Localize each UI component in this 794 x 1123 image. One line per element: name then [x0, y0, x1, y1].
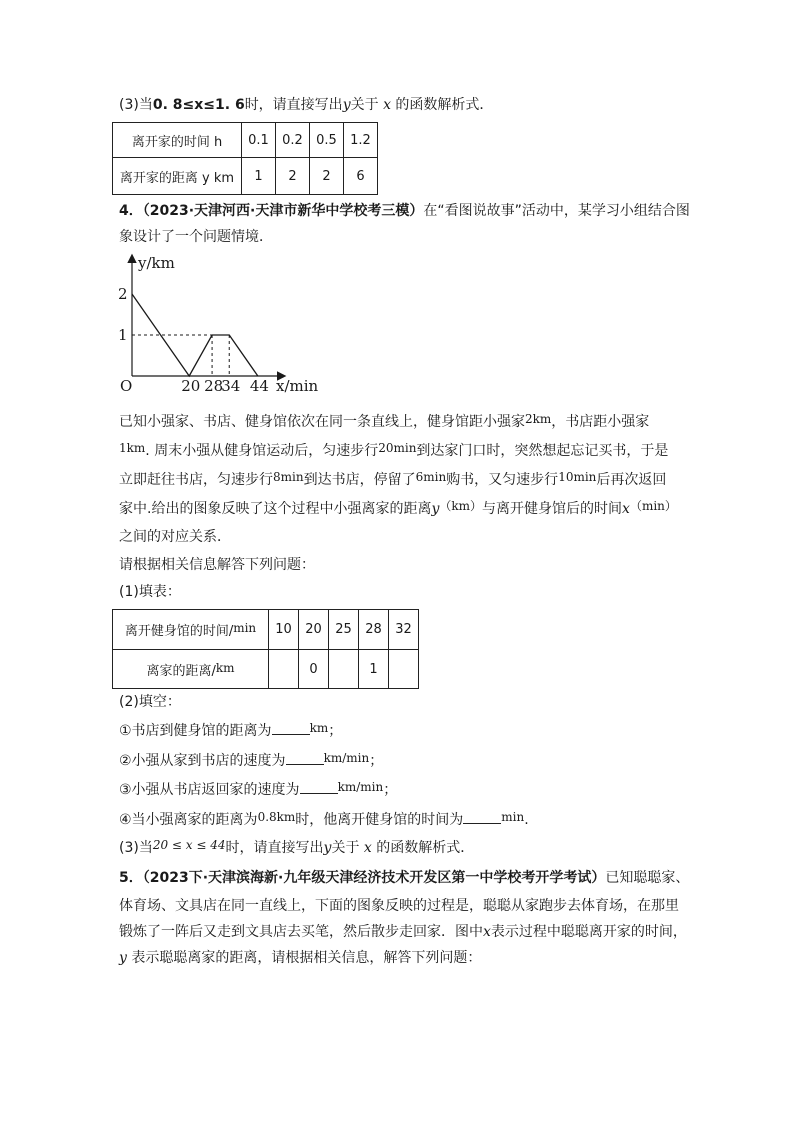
story-unit: 6min [415, 470, 447, 484]
problem4-text1: 在“看图说故事”活动中，某学习小组结合图 [423, 203, 690, 219]
fill-unit: min [501, 810, 525, 824]
q3-top-line [119, 95, 493, 115]
story-unit: 8min [273, 470, 304, 484]
problem4-source: （2023·天津河西·天津市新华中学校考三模） [142, 203, 424, 219]
fill-text: ②小强从家到书店的速度为 [119, 753, 286, 769]
table-cell: 1 [242, 158, 276, 195]
fill-item-4 [119, 809, 529, 830]
problem4-number: 4． [119, 203, 143, 219]
q3-top-condition: 0. 8≤x≤1. 6 [152, 97, 245, 113]
guide-lines [132, 335, 229, 376]
problem5-var-x: x [483, 924, 491, 940]
table-cell: 2 [310, 158, 344, 195]
problem5-var-y: y [119, 950, 127, 966]
story-unit: 2km [525, 412, 552, 426]
story-line1 [119, 412, 649, 432]
y-tick-label: 1 [118, 326, 128, 344]
fill-text: ； [383, 782, 398, 798]
story-var-y: y [431, 501, 440, 517]
fill-unit: 0.8km [257, 810, 296, 824]
x-tick-label: 44 [249, 377, 269, 395]
fill-unit: km/min [323, 751, 370, 765]
table-cell: 20 [299, 610, 329, 650]
problem5-text: 表示过程中聪聪离开家的时间， [490, 924, 687, 940]
table2-row2-label-text: 离家的距离/ [146, 663, 216, 679]
part1-label: (1)填表： [119, 584, 181, 600]
story-line5: 之间的对应关系． [119, 529, 231, 545]
problem5-line1 [119, 868, 689, 888]
story-text: 到达书店，停留了 [303, 472, 416, 488]
story-text: 到达家门口时，突然想起忘记买书，于是 [416, 443, 669, 459]
problem5-line3 [119, 922, 687, 942]
table-cell [389, 650, 419, 689]
table-distance-time [112, 122, 378, 195]
story-text: 已知小强家、书店、健身馆依次在同一条直线上，健身馆距小强家 [119, 414, 525, 430]
story-unit: （min） [629, 499, 677, 513]
fill-item-1 [119, 720, 342, 741]
story-text: . 周末小强从健身馆运动后，匀速步行 [145, 443, 379, 459]
problem5-text: 表示聪聪离家的距离，请根据相关信息，解答下列问题： [131, 950, 482, 966]
table-cell: 0.1 [242, 123, 276, 158]
fill-text: . [524, 812, 529, 828]
answer-blank[interactable] [286, 750, 324, 765]
story-unit: 20min [378, 441, 417, 455]
table1-row2-label: 离开家的距离 y km [113, 158, 242, 195]
y-tick-labels [118, 285, 128, 344]
story-var-x: x [622, 501, 630, 517]
table2-row1-label-text: 离开健身馆的时间/ [124, 624, 234, 639]
fill-unit: km/min [337, 780, 384, 794]
distance-time-graph [112, 250, 322, 400]
table-row [113, 610, 419, 650]
story-line2 [119, 441, 668, 461]
y-tick-label: 2 [118, 285, 128, 303]
table2-row1-label [113, 610, 269, 650]
table-cell: 0.5 [310, 123, 344, 158]
table2-row2-label [113, 650, 269, 689]
story-line6: 请根据相关信息解答下列问题： [119, 557, 315, 573]
q3-top-mid2: 关于 [350, 97, 379, 113]
fill-text: 时，他离开健身馆的时间为 [295, 812, 464, 828]
table-cell: 28 [359, 610, 389, 650]
answer-blank[interactable] [272, 720, 310, 735]
table1-row1-label: 离开家的时间 h [113, 123, 242, 158]
problem4-line1 [119, 201, 690, 221]
story-unit: （km） [439, 499, 483, 513]
x-tick-label: 34 [221, 377, 241, 395]
problem5-number: 5． [119, 870, 143, 886]
part3-mid2: 关于 [331, 840, 360, 856]
part3-line [119, 838, 474, 858]
fill-text: ； [369, 753, 384, 769]
table2-row1-unit: min [233, 621, 257, 635]
problem4-line2: 象设计了一个问题情境． [119, 229, 273, 245]
part2-label: (2)填空： [119, 694, 181, 710]
fill-text: ④当小强离家的距离为 [119, 812, 258, 828]
x-tick-labels [181, 377, 269, 395]
q3-top-y: y [342, 97, 351, 113]
problem5-line2: 体育场、文具店在同一直线上，下面的图象反映的过程是，聪聪从家跑步去体育场，在那里 [119, 898, 679, 914]
table-cell: 1 [359, 650, 389, 689]
table-cell: 10 [269, 610, 299, 650]
problem5-text: 锻炼了一阵后又走到文具店去买笔，然后散步走回家．图中 [119, 924, 483, 940]
fill-unit: km [309, 721, 329, 735]
problem5-line4 [119, 948, 481, 968]
x-axis-label: x/min [276, 377, 319, 395]
story-unit: 1km [119, 441, 146, 455]
table-cell: 6 [344, 158, 378, 195]
table-cell: 0 [299, 650, 329, 689]
part3-y: y [323, 840, 332, 856]
part3-condition: 20 ≤ x ≤ 44 [152, 838, 226, 852]
story-unit: 10min [558, 470, 597, 484]
table-cell: 0.2 [276, 123, 310, 158]
table-cell [329, 650, 359, 689]
fill-text: ①书店到健身馆的距离为 [119, 723, 272, 739]
table-cell: 32 [389, 610, 419, 650]
table-row [113, 650, 419, 689]
y-axis-label: y/km [138, 254, 175, 272]
q3-top-prefix: (3)当 [119, 97, 153, 113]
fill-text: ； [328, 723, 343, 739]
table2-row2-unit: km [215, 660, 235, 675]
part3-mid: 时，请直接写出 [225, 840, 324, 856]
table-cell: 2 [276, 158, 310, 195]
story-text: 立即赶往书店，匀速步行 [119, 472, 273, 488]
story-text: 后再次返回 [596, 472, 667, 488]
part3-x: x [363, 840, 372, 856]
q3-top-suffix: 的函数解析式． [395, 97, 494, 113]
problem5-source: （2023下·天津滨海新·九年级天津经济技术开发区第一中学校考开学考试） [142, 870, 606, 886]
table-fill-in [112, 609, 419, 689]
q3-top-x: x [383, 97, 391, 113]
story-text: 购书，又匀速步行 [446, 472, 559, 488]
answer-blank[interactable] [463, 809, 501, 824]
problem5-text1: 已知聪聪家、 [605, 870, 690, 886]
table-row [113, 123, 378, 158]
fill-item-3 [119, 779, 397, 800]
origin-label: O [120, 377, 133, 395]
table-cell: 25 [329, 610, 359, 650]
story-text: 家中.给出的图象反映了这个过程中小强离家的距离 [119, 501, 432, 517]
table-cell: 1.2 [344, 123, 378, 158]
x-tick-label: 20 [181, 377, 201, 395]
answer-blank[interactable] [300, 779, 338, 794]
table-row [113, 158, 378, 195]
table-cell [269, 650, 299, 689]
q3-top-mid: 时，请直接写出 [244, 97, 343, 113]
story-text: 与离开健身馆后的时间 [482, 501, 623, 517]
part3-prefix: (3)当 [119, 840, 153, 856]
story-line4 [119, 499, 677, 519]
fill-text: ③小强从书店返回家的速度为 [119, 782, 300, 798]
story-line3 [119, 470, 666, 490]
story-text: ，书店距小强家 [551, 414, 650, 430]
fill-item-2 [119, 750, 383, 771]
x-tick-label: 28 [204, 377, 224, 395]
part3-suffix: 的函数解析式． [376, 840, 475, 856]
